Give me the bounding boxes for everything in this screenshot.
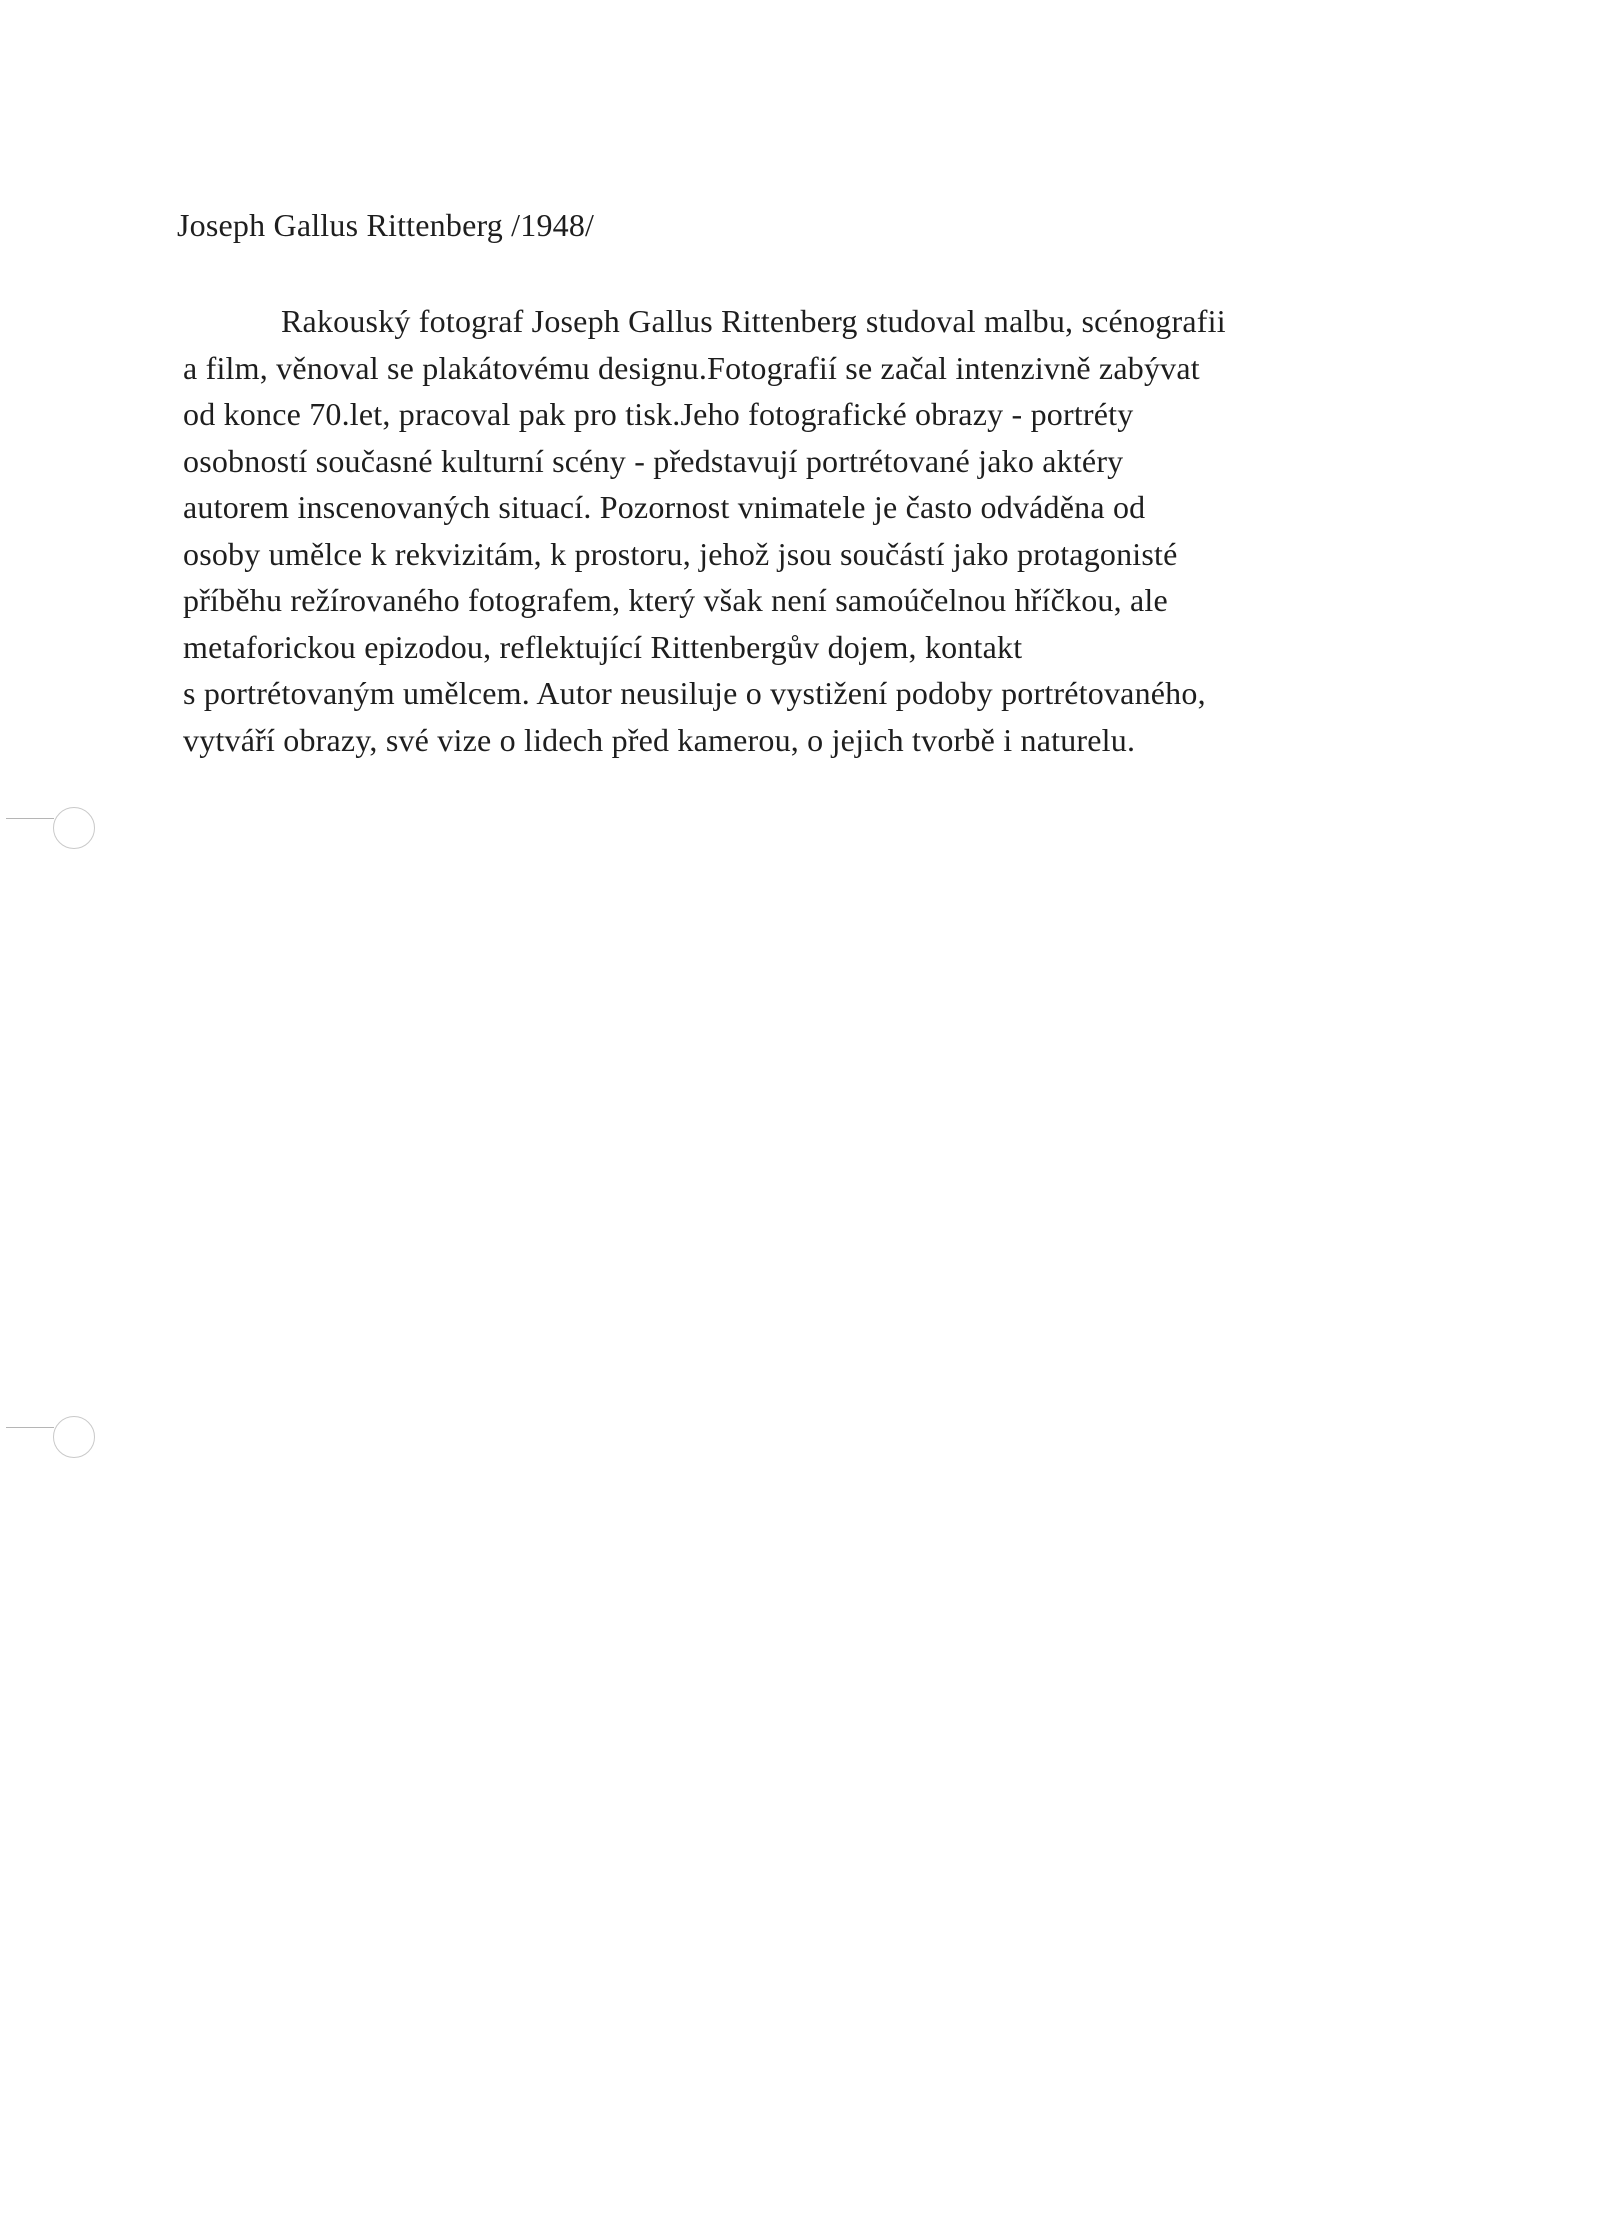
punch-hole-mark-bottom	[6, 1427, 54, 1428]
paragraph-line: metaforickou epizodou, reflektující Rittenbergův dojem, kontakt	[183, 628, 1023, 665]
paragraph-line: příběhu režírovaného fotografem, který však není samoúčelnou hříčkou, ale	[183, 582, 1168, 618]
paragraph-line: s portrétovaným umělcem. Autor neusiluje o vystižení podoby portrétovaného,	[183, 675, 1206, 711]
paragraph-line: autorem inscenovaných situací. Pozornost vnimatele je často odváděna od	[183, 489, 1146, 525]
punch-hole-mark-top	[6, 818, 54, 819]
paragraph-line: a film, věnoval se plakátovému designu.Fotografií se začal intenzivně zabývat	[183, 349, 1200, 386]
paragraph-line: Rakouský fotograf Joseph Gallus Rittenberg studoval malbu, scénografii	[281, 303, 1226, 339]
punch-hole-top	[53, 807, 95, 849]
document-title: Joseph Gallus Rittenberg /1948/	[177, 207, 595, 243]
paragraph-line: od konce 70.let, pracoval pak pro tisk.Jeho fotografické obrazy - portréty	[183, 396, 1134, 432]
document-paragraph	[183, 298, 1443, 763]
paragraph-line: osobností současné kulturní scény - představují portrétované jako aktéry	[183, 442, 1124, 479]
paragraph-line: osoby umělce k rekvizitám, k prostoru, jehož jsou součástí jako protagonisté	[183, 535, 1178, 572]
punch-hole-bottom	[53, 1416, 95, 1458]
paragraph-line: vytváří obrazy, své vize o lidech před kamerou, o jejich tvorbě i naturelu.	[183, 721, 1136, 758]
